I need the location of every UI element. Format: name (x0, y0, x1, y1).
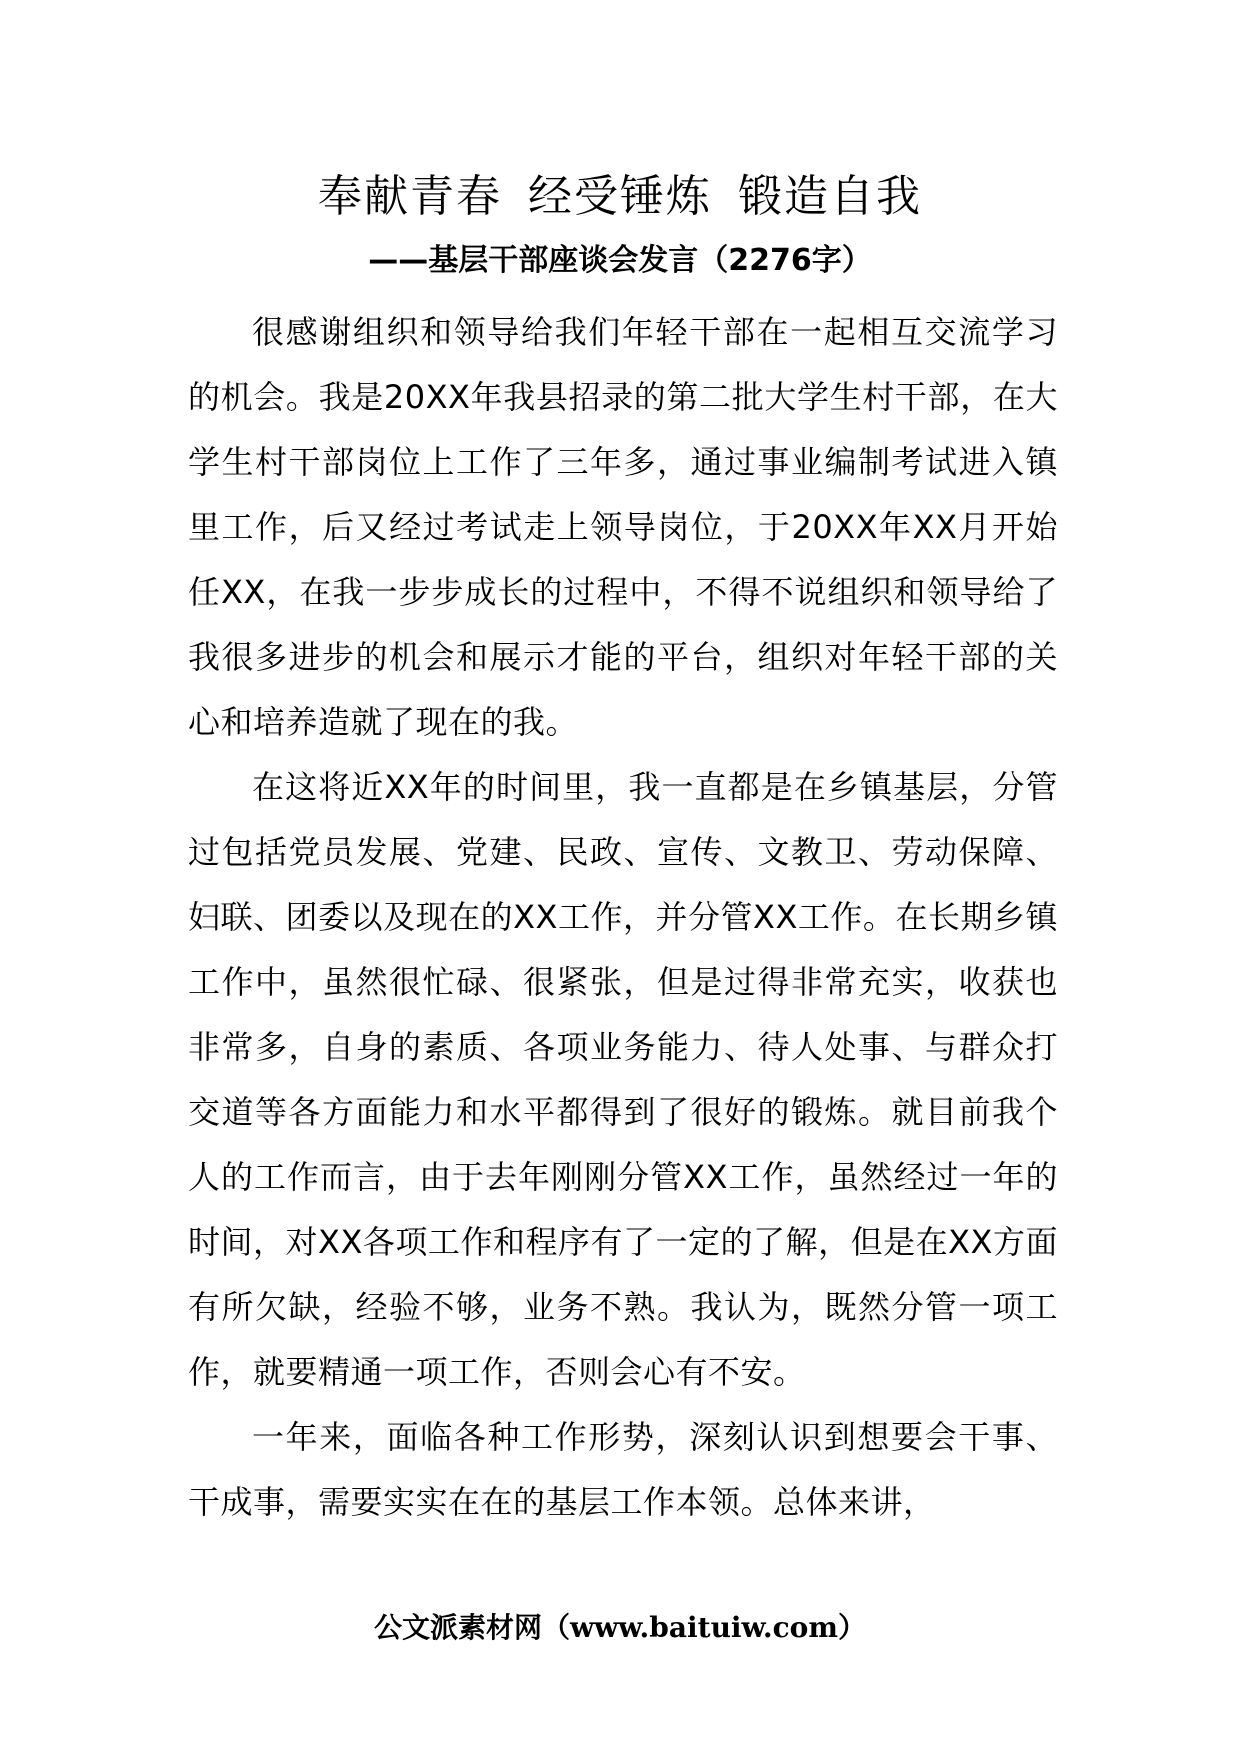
paragraph-2: 在这将近XX年的时间里，我一直都是在乡镇基层，分管过包括党员发展、党建、民政、宣传、文教卫、劳动保障、妇联、团委以及现在的XX工作，并分管XX工作。在长期乡镇工作中，虽然很忙碌、很紧张，但是过得非常充实，收获也非常多，自身的素质、各项业务能力、待人处事、与群众打交道等各方面能力和水平都得到了很好的锻炼。就目前我个人的工作而言，由于去年刚刚分管XX工作，虽然经过一年的时间，对XX各项工作和程序有了一定的了解，但是在XX方面有所欠缺，经验不够，业务不熟。我认为，既然分管一项工作，就要精通一项工作，否则会心有不安。 (188, 768, 1058, 1391)
paragraph-3: 一年来，面临各种工作形势，深刻认识到想要会干事、干成事，需要实实在在的基层工作本领。总体来讲， (188, 1418, 1058, 1521)
paragraph-1: 很感谢组织和领导给我们年轻干部在一起相互交流学习的机会。我是20XX年我县招录的第二批大学生村干部，在大学生村干部岗位上工作了三年多，通过事业编制考试进入镇里工作，后又经过考试走上领导岗位，于20XX年XX月开始任XX，在我一步步成长的过程中，不得不说组织和领导给了我很多进步的机会和展示才能的平台，组织对年轻干部的关心和培养造就了现在的我。 (188, 313, 1058, 741)
document-body (188, 300, 1058, 1535)
document-subtitle: ——基层干部座谈会发言（2276字） (368, 243, 872, 278)
document-title: 奉献青春 经受锤炼 锻造自我 (318, 171, 922, 222)
page-footer-watermark: 公文派素材网（www.baituiw.com） (374, 1611, 866, 1644)
